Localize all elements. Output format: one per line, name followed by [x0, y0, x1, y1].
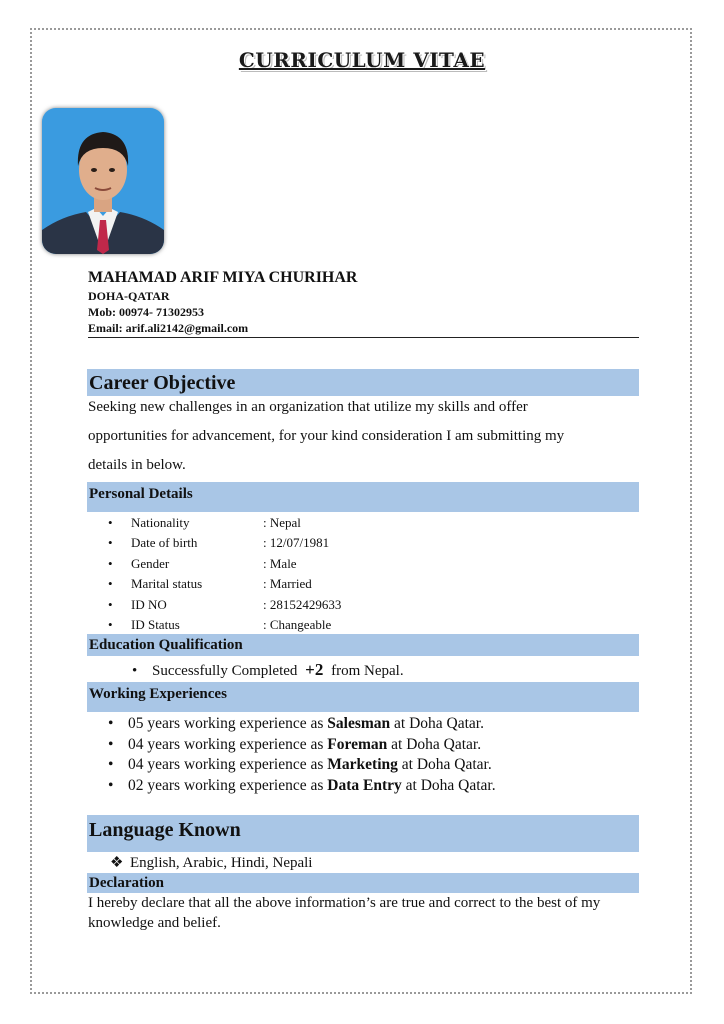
experience-role: Salesman	[327, 715, 391, 732]
bullet: •	[108, 715, 114, 732]
list-item	[108, 513, 508, 533]
education-text-after: from Nepal.	[331, 663, 404, 679]
list-item	[108, 574, 508, 594]
objective-line: Seeking new challenges in an organization that utilize my skills and offer	[88, 399, 528, 415]
experience-role: Marketing	[327, 756, 398, 774]
detail-value: : Nepal	[263, 515, 301, 530]
career-objective-heading: Career Objective	[87, 369, 639, 396]
work-experience-heading: Working Experiences	[87, 682, 639, 712]
detail-label: • ID NO	[131, 596, 167, 612]
detail-value: : Male	[263, 555, 297, 571]
experience-text: 05 years working experience as	[128, 715, 324, 732]
experience-text: 04 years working experience as	[128, 735, 324, 753]
language-item	[110, 853, 312, 873]
detail-label: • Date of birth	[131, 535, 198, 551]
detail-label: • Nationality	[131, 515, 190, 530]
education-level: +2	[305, 660, 324, 679]
work-experience-list	[108, 714, 496, 797]
experience-location: at Doha Qatar.	[405, 777, 496, 795]
detail-label: • ID Status	[131, 616, 180, 632]
bullet: •	[108, 777, 114, 795]
list-item	[108, 595, 508, 615]
education-heading: Education Qualification	[87, 634, 639, 656]
document-title: CURRICULUM VITAE	[238, 48, 486, 72]
language-heading: Language Known	[87, 815, 639, 852]
language-list: English, Arabic, Hindi, Nepali	[130, 855, 313, 871]
list-item	[108, 615, 508, 635]
list-item	[108, 755, 496, 776]
detail-value: : Married	[263, 576, 312, 592]
detail-value: : Changeable	[263, 616, 332, 632]
experience-text: 04 years working experience as	[128, 756, 324, 774]
personal-details-heading: Personal Details	[87, 482, 639, 512]
declaration-text: I hereby declare that all the above information’s are true and correct to the best of my knowledge and belief.	[88, 895, 601, 931]
contact-block	[88, 268, 638, 336]
list-item	[108, 776, 496, 797]
contact-divider	[88, 337, 639, 338]
email-address: Email: arif.ali2142@gmail.com	[88, 321, 249, 335]
experience-location: at Doha Qatar.	[401, 756, 492, 774]
experience-location: at Doha Qatar.	[394, 715, 484, 732]
experience-text: 02 years working experience as	[128, 777, 324, 795]
detail-value: : 12/07/1981	[263, 535, 330, 551]
diamond-bullet-icon: ❖	[110, 855, 124, 871]
declaration-heading: Declaration	[87, 873, 639, 893]
candidate-name: MAHAMAD ARIF MIYA CHURIHAR	[88, 269, 358, 286]
personal-details-list	[108, 513, 508, 635]
bullet: •	[132, 663, 138, 679]
profile-photo	[42, 108, 164, 254]
experience-role: Foreman	[327, 735, 388, 753]
bullet: •	[108, 735, 114, 753]
education-item	[132, 660, 404, 681]
experience-role: Data Entry	[327, 777, 402, 795]
detail-value: : 28152429633	[263, 596, 342, 612]
location: DOHA-QATAR	[88, 289, 170, 303]
bullet: •	[108, 756, 114, 774]
list-item	[108, 533, 508, 553]
career-objective-text	[88, 396, 640, 483]
list-item	[108, 735, 496, 756]
education-text-before: Successfully Completed	[152, 663, 298, 679]
objective-line: opportunities for advancement, for your kind consideration I am submitting my	[88, 428, 565, 444]
mobile-number: Mob: 00974- 71302953	[88, 305, 204, 319]
objective-line: details in below.	[88, 457, 186, 473]
list-item	[108, 714, 496, 735]
portrait-illustration	[42, 108, 164, 254]
experience-location: at Doha Qatar.	[391, 735, 482, 753]
detail-label: • Gender	[131, 555, 170, 571]
list-item	[108, 554, 508, 574]
detail-label: • Marital status	[131, 576, 203, 592]
